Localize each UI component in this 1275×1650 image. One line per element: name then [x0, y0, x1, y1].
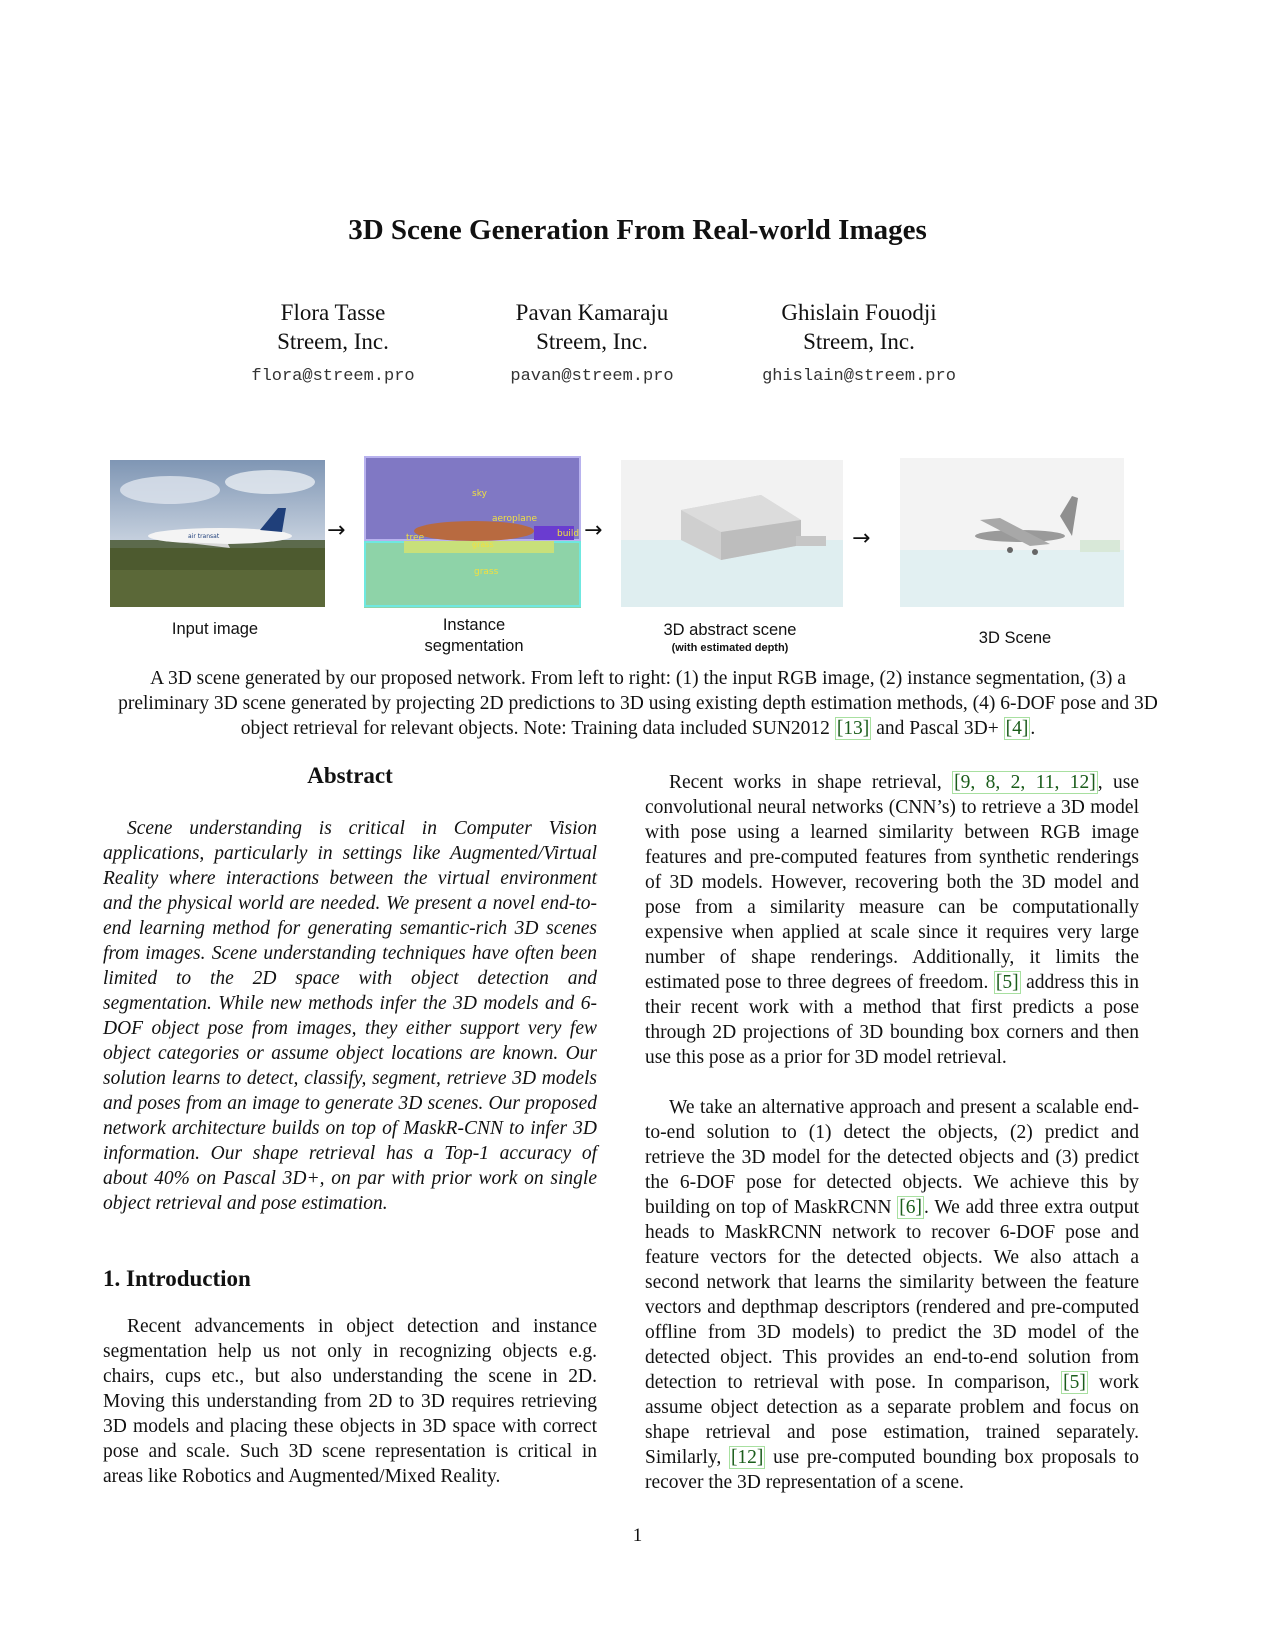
right-column	[645, 770, 1139, 1495]
scene-3d-panel	[900, 458, 1124, 607]
segmentation-image	[364, 456, 581, 608]
paragraph-text: work assume object detection as a separate problem and focus on shape retrieval and pose estimation, trained separately. Similarly,	[645, 1372, 1139, 1468]
paper-title: 3D Scene Generation From Real-world Images	[348, 214, 927, 246]
panel-label-segmentation	[389, 615, 559, 657]
citation-link[interactable]: [5]	[1063, 1372, 1086, 1393]
panel-label-sub: (with estimated depth)	[671, 642, 789, 654]
segmentation-panel	[364, 456, 581, 608]
author-1	[203, 298, 463, 391]
caption-text: A 3D scene generated by our proposed network. From left to right: (1) the input RGB image, (2) instance segmentation, (3) a preliminary 3D scene generated by projecting 2D predictions to 3D using existing depth estimation methods, (4) 6-DOF pose and 3D object retrieval for relevant objects. Note: Training data included SUN2012	[118, 668, 1158, 739]
citation-link[interactable]: [13]	[836, 718, 870, 739]
section-heading: 1. Introduction	[103, 1266, 251, 1291]
seg-label: grass	[472, 540, 494, 549]
arrow-icon: →	[852, 526, 871, 551]
figure-caption	[103, 666, 1173, 741]
author-affiliation: Streem, Inc.	[536, 329, 648, 354]
seg-label: build	[557, 529, 580, 539]
input-photo	[110, 460, 325, 607]
panel-label-scene: 3D Scene	[978, 629, 1052, 647]
arrow-icon: →	[327, 518, 346, 543]
panel-label-line: 3D abstract scene	[663, 621, 797, 639]
seg-label: aeroplane	[492, 514, 538, 524]
abstract-scene-render	[621, 460, 843, 607]
page-number: 1	[632, 1525, 643, 1546]
panel-label-line: segmentation	[424, 637, 524, 655]
author-name: Flora Tasse	[280, 300, 386, 325]
seg-label: grass	[474, 567, 499, 577]
paragraph-text: We take an alternative approach and present a scalable end-to-end solution to (1) detect the objects, (2) predict and retrieve the 3D model for the detected objects and (3) predict the 6-DOF pose for detected objects. We achieve this by building on top of MaskRCNN	[645, 1097, 1139, 1218]
panel-label-abstract	[630, 620, 830, 655]
panel-label-line: Instance	[442, 616, 506, 634]
citation-link[interactable]: [6]	[899, 1197, 922, 1218]
paragraph-text: , use convolutional neural networks (CNN’s) to retrieve a 3D model with pose using a learned similarity between RGB image features and pre-computed features from synthetic renderings of 3D models. However, recovering both the 3D model and pose from a similarity measure can be computationally expensive when applied at scale since it requires very large number of shape renderings. Additionally, it limits the estimated pose to three degrees of freedom.	[645, 772, 1139, 993]
scene-3d-render	[900, 458, 1124, 607]
arrow-icon: →	[584, 518, 603, 543]
paragraph	[645, 1095, 1139, 1495]
citation-link[interactable]: [12]	[730, 1447, 764, 1468]
author-email: ghislain@streem.pro	[762, 367, 956, 386]
paragraph-text: Recent works in shape retrieval,	[669, 772, 953, 793]
intro-paragraph: Recent advancements in object detection and instance segmentation help us not only in recognizing objects e.g. chairs, cups etc., but also understanding the scene in 2D. Moving this understanding from 2D to 3D requires retrieving 3D models and placing these objects in 3D space with correct pose and scale. Such 3D scene representation is critical in areas like Robotics and Augmented/Mixed Reality.	[103, 1316, 597, 1487]
airline-text: air transat	[188, 533, 220, 540]
caption-text: and Pascal 3D+	[871, 718, 1004, 739]
abstract-heading: Abstract	[307, 763, 393, 788]
panel-label-input: Input image	[171, 620, 259, 638]
paragraph-text: address this in their recent work with a method that first predicts a pose through 2D projections of 3D bounding box corners and then use this pose as a prior for 3D model retrieval.	[645, 972, 1139, 1068]
author-name: Ghislain Fouodji	[781, 300, 937, 325]
paragraph-text: . We add three extra output heads to MaskRCNN network to recover 6-DOF pose and feature vectors for the detected objects. We also attach a second network that learns the similarity between the feature vectors and depthmap descriptors (rendered and pre-computed offline from 3D models) to predict the 3D model of the detected object. This provides an end-to-end solution from detection to retrieval with pose. In comparison,	[645, 1197, 1139, 1393]
citation-link[interactable]: [5]	[995, 972, 1019, 993]
author-affiliation: Streem, Inc.	[803, 329, 915, 354]
caption-text: .	[1030, 718, 1036, 739]
author-name: Pavan Kamaraju	[515, 300, 669, 325]
seg-label: tree	[406, 533, 425, 543]
author-3	[729, 298, 989, 391]
author-email: flora@streem.pro	[251, 367, 415, 386]
input-image-panel	[110, 460, 325, 607]
abstract-scene-panel	[621, 460, 843, 607]
author-email: pavan@streem.pro	[510, 367, 674, 386]
citation-link[interactable]: [9, 8, 2, 11, 12]	[954, 772, 1096, 793]
author-2	[462, 298, 722, 391]
author-affiliation: Streem, Inc.	[277, 329, 389, 354]
paragraph-text: use pre-computed bounding box proposals to recover the 3D representation of a scene.	[645, 1447, 1139, 1493]
citation-link[interactable]: [4]	[1005, 718, 1029, 739]
abstract-body: Scene understanding is critical in Computer Vision applications, particularly in settings like Augmented/Virtual Reality where interactions between the virtual environment and the physical world are needed. We present a novel end-to-end learning method for generating semantic-rich 3D scenes from images. Scene understanding techniques have often been limited to the 2D space with object detection and segmentation. While new methods infer the 3D models and 6-DOF object pose from images, they either support very few object categories or assume object locations are known. Our solution learns to detect, classify, segment, retrieve 3D models and poses from an image to generate 3D scenes. Our proposed network architecture builds on top of MaskR-CNN to infer 3D information. Our shape retrieval has a Top-1 accuracy of about 40% on Pascal 3D+, on par with prior work on single object retrieval and pose estimation.	[103, 818, 597, 1214]
seg-label: sky	[472, 489, 487, 499]
paragraph	[645, 770, 1139, 1070]
